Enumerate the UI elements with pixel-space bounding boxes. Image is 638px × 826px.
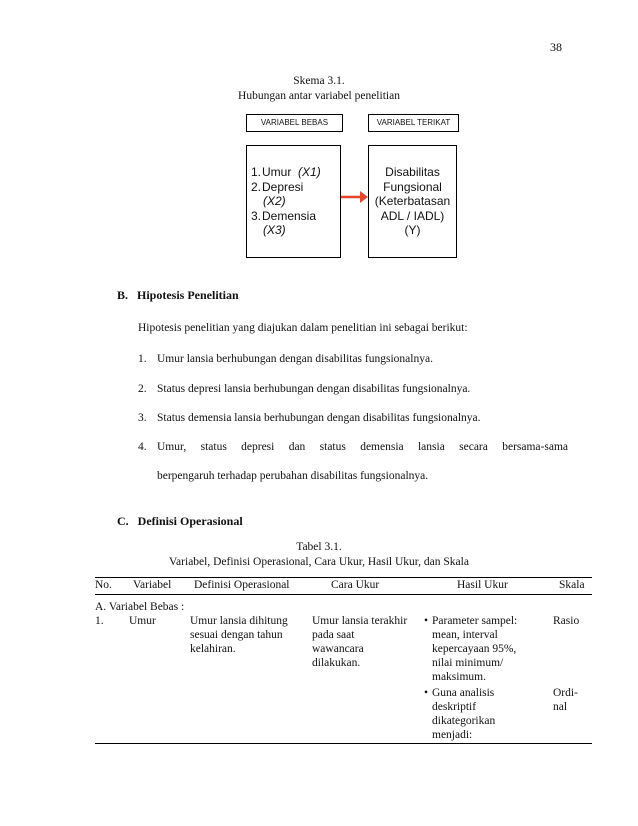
cell-line: wawancara xyxy=(312,643,364,655)
cell-line: menjadi: xyxy=(432,729,473,741)
section-b-heading: B. Hipotesis Penelitian xyxy=(117,288,239,302)
cell-line: Umur lansia dihitung xyxy=(190,615,288,627)
cell-line: dikategorikan xyxy=(432,715,496,727)
dependent-line: (Y) xyxy=(404,223,421,237)
column-header: Definisi Operasional xyxy=(194,579,290,591)
item-number: 2. xyxy=(251,179,262,194)
table-cell-skala: Rasio xyxy=(553,615,580,627)
hypothesis-continuation: berpengaruh terhadap perubahan disabilitas fungsionalnya. xyxy=(157,470,429,482)
variable-code: (X1) xyxy=(298,165,321,179)
bullet-icon: • xyxy=(424,615,429,627)
cell-line: Guna analisis xyxy=(432,687,495,699)
hypothesis-item xyxy=(138,441,568,453)
variable-name: Depresi xyxy=(262,179,304,194)
table-title: Tabel 3.1. xyxy=(296,541,342,553)
table-cell-no: 1. xyxy=(95,615,104,627)
section-c-heading: C. Definisi Operasional xyxy=(117,514,243,528)
independent-variable-item xyxy=(251,209,337,238)
cell-line: mean, interval xyxy=(432,629,498,641)
cell-line: kelahiran. xyxy=(190,643,236,655)
hypothesis-number: 1. xyxy=(138,353,147,365)
cell-line: maksimum. xyxy=(432,671,486,683)
hypothesis-number: 2. xyxy=(138,383,147,395)
cell-line: deskriptif xyxy=(432,701,477,713)
arrow-right-icon xyxy=(341,190,369,204)
table-header-row xyxy=(95,577,592,595)
cell-line: nilai minimum/ xyxy=(432,657,504,669)
hypothesis-item xyxy=(138,383,568,395)
definition-table xyxy=(95,577,592,595)
table-cell-variabel: Umur xyxy=(129,615,156,627)
variable-name: Demensia xyxy=(262,208,317,223)
dependent-line: Disabilitas xyxy=(385,165,440,179)
table-cell-hasil-ukur-item xyxy=(424,614,517,684)
table-cell-cara-ukur xyxy=(312,614,407,670)
hypothesis-item xyxy=(138,412,568,424)
hypothesis-number: 4. xyxy=(138,441,147,453)
item-number: 1. xyxy=(251,165,262,179)
cell-line: sesuai dengan tahun xyxy=(190,629,283,641)
item-number: 3. xyxy=(251,208,262,223)
hypothesis-number: 3. xyxy=(138,412,147,424)
cell-line: dilakukan. xyxy=(312,657,361,669)
cell-line: kepercayaan 95%, xyxy=(432,643,517,655)
independent-variable-item xyxy=(251,180,337,209)
cell-line: nal xyxy=(553,701,568,713)
independent-variable-header: VARIABEL BEBAS xyxy=(246,114,343,132)
cell-line: Umur lansia terakhir xyxy=(312,615,408,627)
column-header: No. xyxy=(95,579,112,591)
hypothesis-text: Status depresi lansia berhubungan dengan disabilitas fungsionalnya. xyxy=(157,383,471,395)
table-cell-definisi xyxy=(190,614,288,656)
schema-subtitle: Hubungan antar variabel penelitian xyxy=(238,90,400,102)
hypothesis-text: Umur, status depresi dan status demensia lansia secara bersama-sama xyxy=(157,441,568,453)
column-header: Skala xyxy=(559,579,585,591)
dependent-variable-header: VARIABEL TERIKAT xyxy=(368,114,459,132)
table-caption xyxy=(0,540,638,570)
cell-line: Parameter sampel: xyxy=(432,615,518,627)
hypothesis-intro: Hipotesis penelitian yang diajukan dalam penelitian ini sebagai berikut: xyxy=(138,322,468,334)
page-number: 38 xyxy=(550,40,562,54)
dependent-line: (Keterbatasan xyxy=(374,194,451,208)
column-header: Variabel xyxy=(133,579,172,591)
table-group-label: A. Variabel Bebas : xyxy=(95,601,185,613)
table-cell-skala xyxy=(553,686,578,714)
column-header: Cara Ukur xyxy=(331,579,380,591)
table-cell-hasil-ukur-item xyxy=(424,686,495,742)
variable-code: (X2) xyxy=(263,194,286,208)
hypothesis-text: Status demensia lansia berhubungan dengan disabilitas fungsionalnya. xyxy=(157,412,481,424)
column-header: Hasil Ukur xyxy=(457,579,508,591)
dependent-line: Fungsional xyxy=(383,179,442,194)
independent-variables-box xyxy=(246,145,341,258)
hypothesis-text: Umur lansia berhubungan dengan disabilitas fungsionalnya. xyxy=(157,353,433,365)
table-subtitle: Variabel, Definisi Operasional, Cara Ukur, Hasil Ukur, dan Skala xyxy=(169,556,469,568)
variable-name: Umur xyxy=(262,165,292,179)
schema-caption xyxy=(0,74,638,104)
cell-line: Ordi- xyxy=(553,687,578,699)
schema-title: Skema 3.1. xyxy=(293,75,345,87)
table-bottom-rule xyxy=(95,743,592,744)
dependent-variable-box xyxy=(368,145,457,258)
hypothesis-item xyxy=(138,353,568,365)
variable-code: (X3) xyxy=(263,223,286,237)
independent-variable-item xyxy=(251,165,337,180)
dependent-line: ADL / IADL) xyxy=(380,208,445,223)
cell-line: pada saat xyxy=(312,629,355,641)
bullet-icon: • xyxy=(424,687,429,699)
